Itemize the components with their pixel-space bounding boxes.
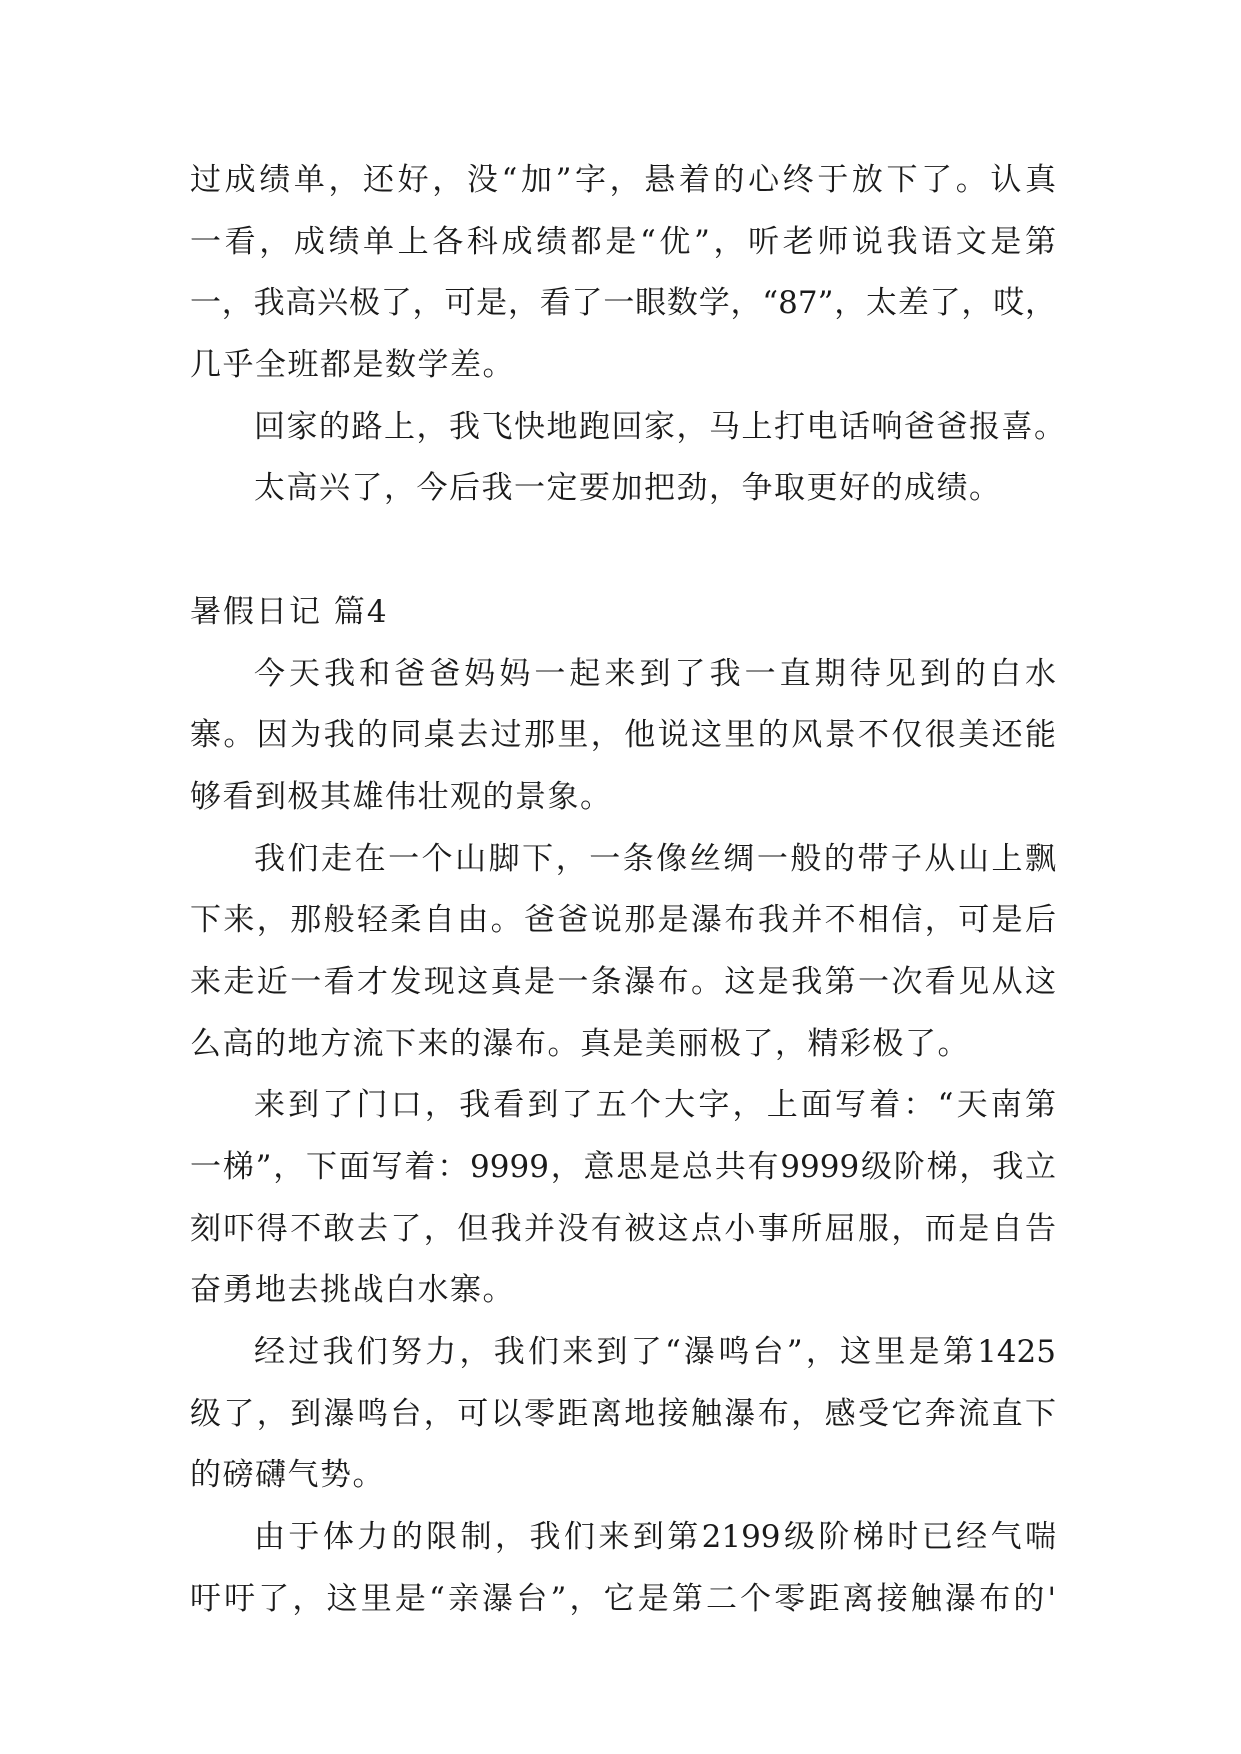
text-line: 够看到极其雄伟壮观的景象。 bbox=[190, 778, 613, 815]
text-line: 吁吁了，这里是“亲瀑台”，它是第二个零距离接触瀑布的' bbox=[190, 1580, 1056, 1617]
section-heading: 暑假日记 篇4 bbox=[190, 593, 389, 630]
text-line: 刻吓得不敢去了，但我并没有被这点小事所屈服，而是自告 bbox=[190, 1210, 1056, 1247]
text-line: 奋勇地去挑战白水寨。 bbox=[190, 1272, 515, 1309]
paragraph-resolution: 太高兴了，今后我一定要加把劲，争取更好的成绩。 bbox=[254, 470, 1002, 507]
text-line: 一看，成绩单上各科成绩都是“优”，听老师说我语文是第 bbox=[190, 223, 1056, 260]
text-line: 寨。因为我的同桌去过那里，他说这里的风景不仅很美还能 bbox=[190, 717, 1056, 754]
text-line: 今天我和爸爸妈妈一起来到了我一直期待见到的白水 bbox=[254, 655, 1056, 692]
paragraph-baishuizhai-intro bbox=[190, 644, 1056, 829]
paragraph-gate bbox=[190, 1075, 1056, 1322]
text-line: 么高的地方流下来的瀑布。真是美丽极了，精彩极了。 bbox=[190, 1025, 970, 1062]
paragraph-going-home: 回家的路上，我飞快地跑回家，马上打电话响爸爸报喜。 bbox=[254, 408, 1067, 445]
text-line: 由于体力的限制，我们来到第2199级阶梯时已经气喘 bbox=[254, 1519, 1056, 1556]
text-line: 过成绩单，还好，没“加”字，悬着的心终于放下了。认真 bbox=[190, 162, 1056, 198]
text-line: 经过我们努力，我们来到了“瀑鸣台”，这里是第1425 bbox=[254, 1334, 1056, 1371]
text-line: 一，我高兴极了，可是，看了一眼数学，“87”，太差了，哎， bbox=[190, 285, 1056, 322]
text-line: 级了，到瀑鸣台，可以零距离地接触瀑布，感受它奔流直下 bbox=[190, 1395, 1056, 1432]
paragraph-report-card bbox=[190, 150, 1056, 397]
text-line: 来走近一看才发现这真是一条瀑布。这是我第一次看见从这 bbox=[190, 963, 1056, 1000]
paragraph-stamina bbox=[190, 1507, 1056, 1630]
section-spacer bbox=[190, 520, 1056, 582]
text-line: 的磅礴气势。 bbox=[190, 1457, 385, 1494]
text-line: 一梯”，下面写着：9999，意思是总共有9999级阶梯，我立 bbox=[190, 1149, 1056, 1185]
paragraph-waterfall bbox=[190, 829, 1056, 1076]
document-page bbox=[190, 150, 1067, 1631]
text-line: 我们走在一个山脚下，一条像丝绸一般的带子从山上飘 bbox=[254, 840, 1056, 877]
text-line: 几乎全班都是数学差。 bbox=[190, 347, 515, 384]
text-line: 来到了门口，我看到了五个大字，上面写着：“天南第 bbox=[254, 1087, 1056, 1124]
paragraph-waterfall-platform bbox=[190, 1322, 1056, 1507]
text-line: 下来，那般轻柔自由。爸爸说那是瀑布我并不相信，可是后 bbox=[190, 902, 1056, 939]
